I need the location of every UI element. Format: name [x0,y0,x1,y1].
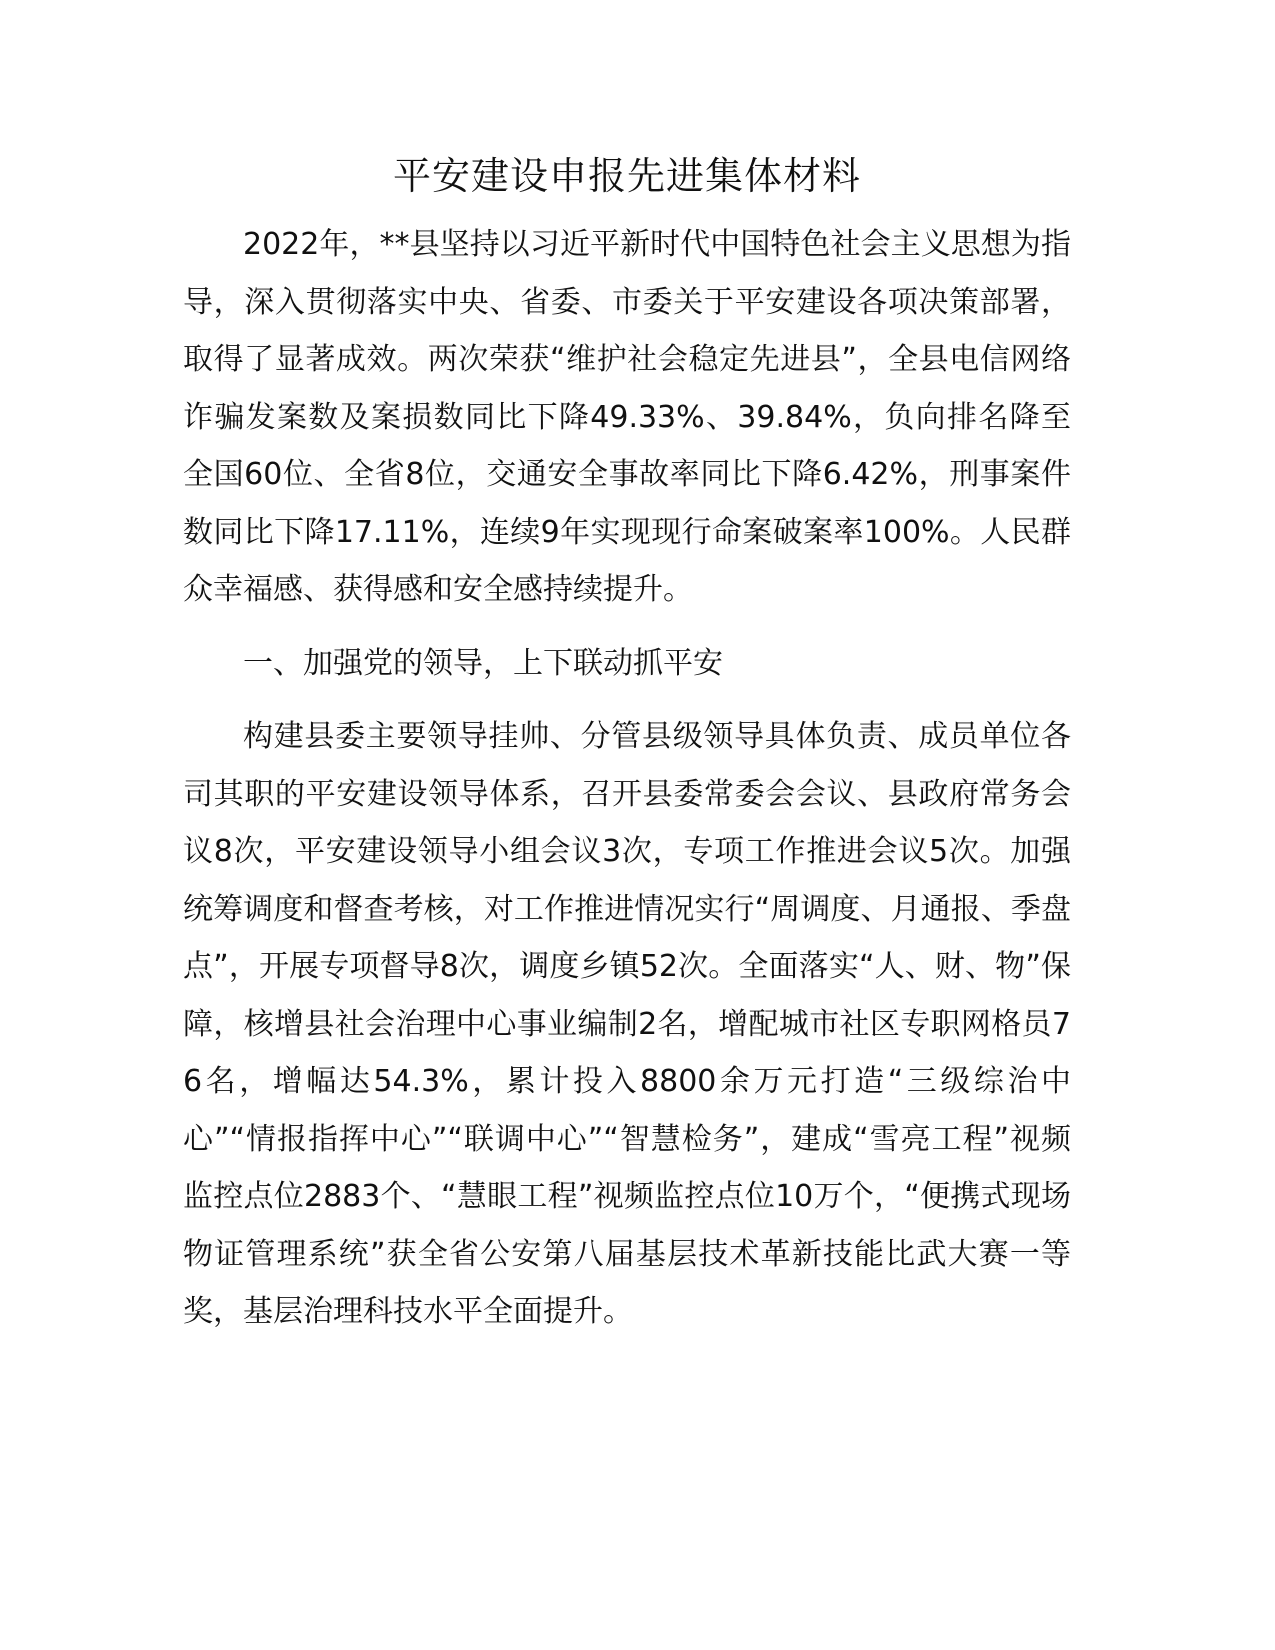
section-1-paragraph: 构建县委主要领导挂帅、分管县级领导具体负责、成员单位各司其职的平安建设领导体系，召开县委常委会会议、县政府常务会议8次，平安建设领导小组会议3次，专项工作推进会议5次。加强统筹调度和督查考核，对工作推进情况实行“周调度、月通报、季盘点”，开展专项督导8次，调度乡镇52次。全面落实“人、财、物”保障，核增县社会治理中心事业编制2名，增配城市社区专职网格员76名，增幅达54.3%，累计投入8800余万元打造“三级综治中心”“情报指挥中心”“联调中心”“智慧检务”，建成“雪亮工程”视频监控点位2883个、“慧眼工程”视频监控点位10万个，“便携式现场物证管理系统”获全省公安第八届基层技术革新技能比武大赛一等奖，基层治理科技水平全面提升。 [183,719,1071,1329]
document-title: 平安建设申报先进集体材料 [392,154,861,198]
intro-paragraph: 2022年，**县坚持以习近平新时代中国特色社会主义思想为指导，深入贯彻落实中央、省委、市委关于平安建设各项决策部署，取得了显著成效。两次荣获“维护社会稳定先进县”，全县电信网络诈骗发案数及案损数同比下降49.33%、39.84%，负向排名降至全国60位、全省8位，交通安全事故率同比下降6.42%，刑事案件数同比下降17.11%，连续9年实现现行命案破案率100%。人民群众幸福感、获得感和安全感持续提升。 [183,227,1071,607]
document-body [183,148,1071,1341]
section-1-heading: 一、加强党的领导，上下联动抓平安 [243,645,723,681]
